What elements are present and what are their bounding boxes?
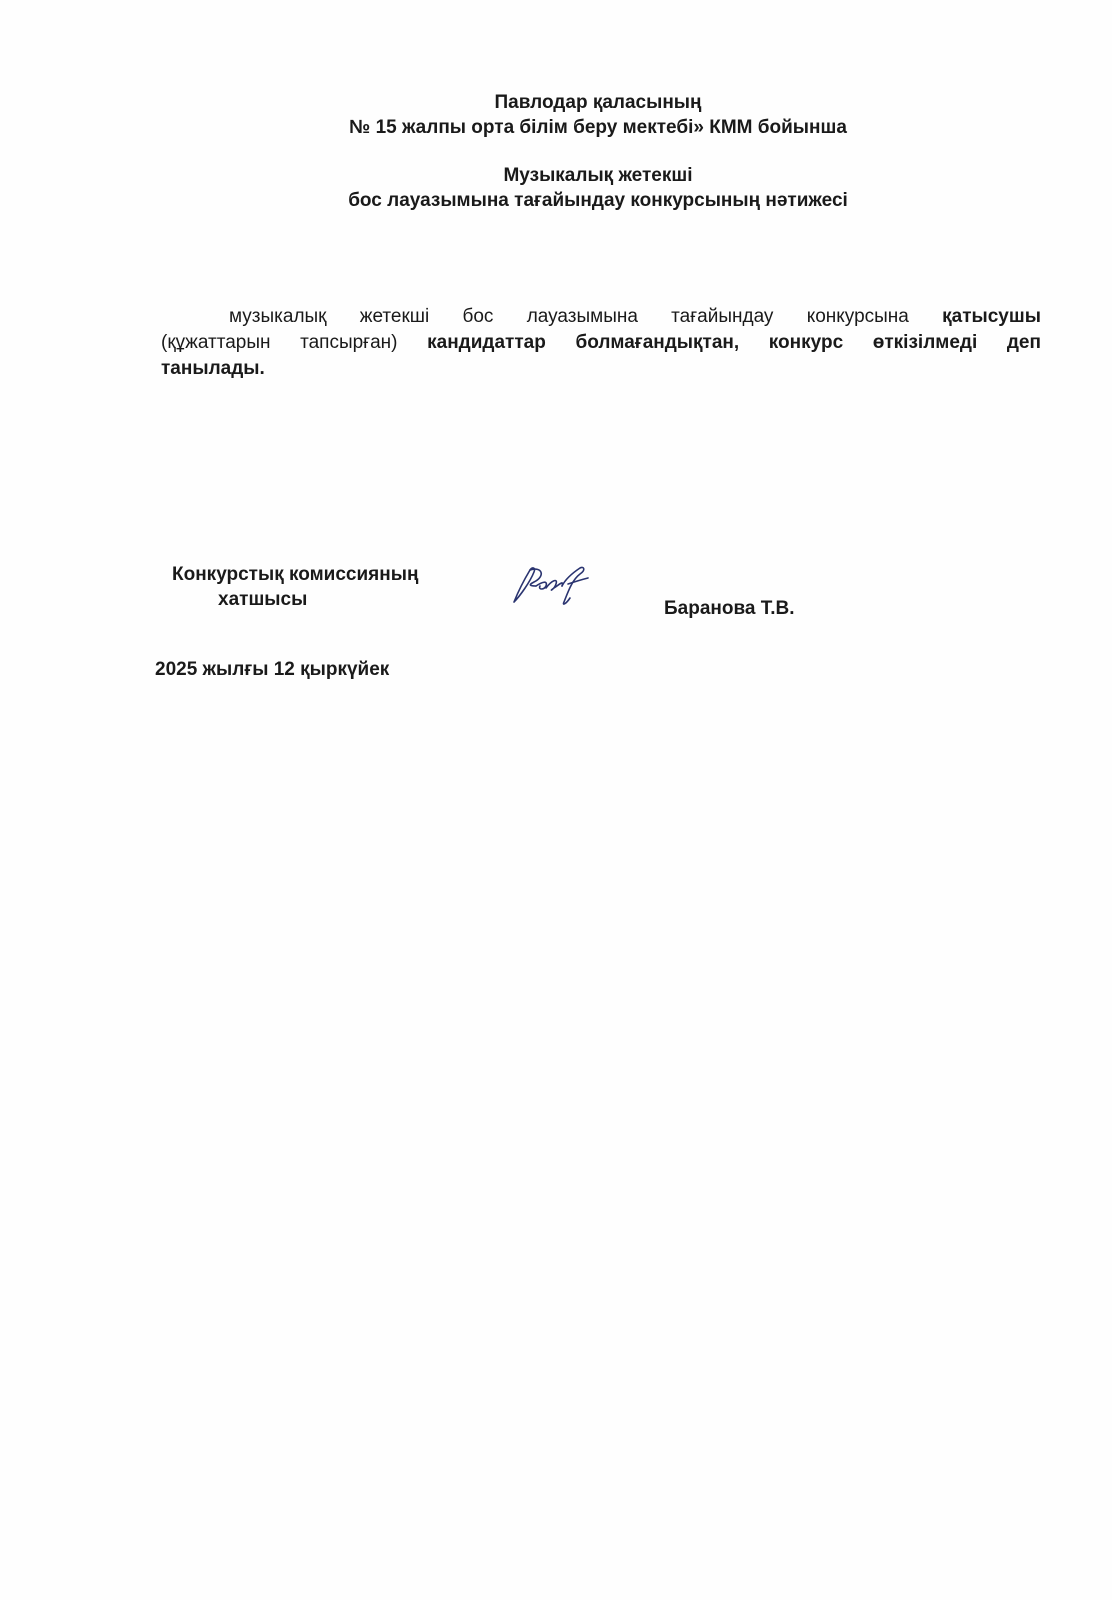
- signatory-role-line-2: хатшысы: [218, 589, 308, 610]
- document-header: [0, 90, 1112, 140]
- body-word: музыкалық: [229, 306, 327, 327]
- body-word: бос: [462, 306, 494, 327]
- body-word: (құжаттарын: [161, 332, 271, 353]
- body-word: қатысушы: [942, 306, 1041, 327]
- handwritten-signature: [508, 562, 592, 610]
- body-line-2: [161, 330, 1041, 356]
- document-subject: [0, 163, 1112, 213]
- body-line-1: [161, 304, 1041, 330]
- body-word: лауазымына: [526, 306, 638, 327]
- body-paragraph: [161, 304, 1041, 382]
- body-word: деп: [1006, 332, 1041, 353]
- document-date: 2025 жылғы 12 қыркүйек: [155, 659, 390, 680]
- body-word: жетекші: [359, 306, 430, 327]
- header-line-school: № 15 жалпы орта білім беру мектебі» КММ бойынша: [349, 117, 847, 138]
- body-word: тағайындау: [671, 306, 774, 327]
- body-word: өткізілмеді: [872, 332, 978, 353]
- signatory-role-line-1: Конкурстық комиссияның: [172, 564, 419, 585]
- body-word: конкурс: [768, 332, 844, 353]
- body-line-3: [161, 356, 1041, 382]
- signatory-name: Баранова Т.В.: [664, 598, 795, 619]
- body-word: кандидаттар: [427, 332, 546, 353]
- body-word: тапсырған): [300, 332, 398, 353]
- body-word: танылады.: [161, 358, 265, 379]
- body-word: болмағандықтан,: [575, 332, 740, 353]
- signatory-role: [172, 562, 418, 612]
- subject-line-position: Музыкалық жетекші: [503, 165, 693, 186]
- body-word: конкурсына: [806, 306, 909, 327]
- header-line-city: Павлодар қаласының: [494, 92, 702, 113]
- subject-line-result: бос лауазымына тағайындау конкурсының нәтижесі: [348, 190, 848, 211]
